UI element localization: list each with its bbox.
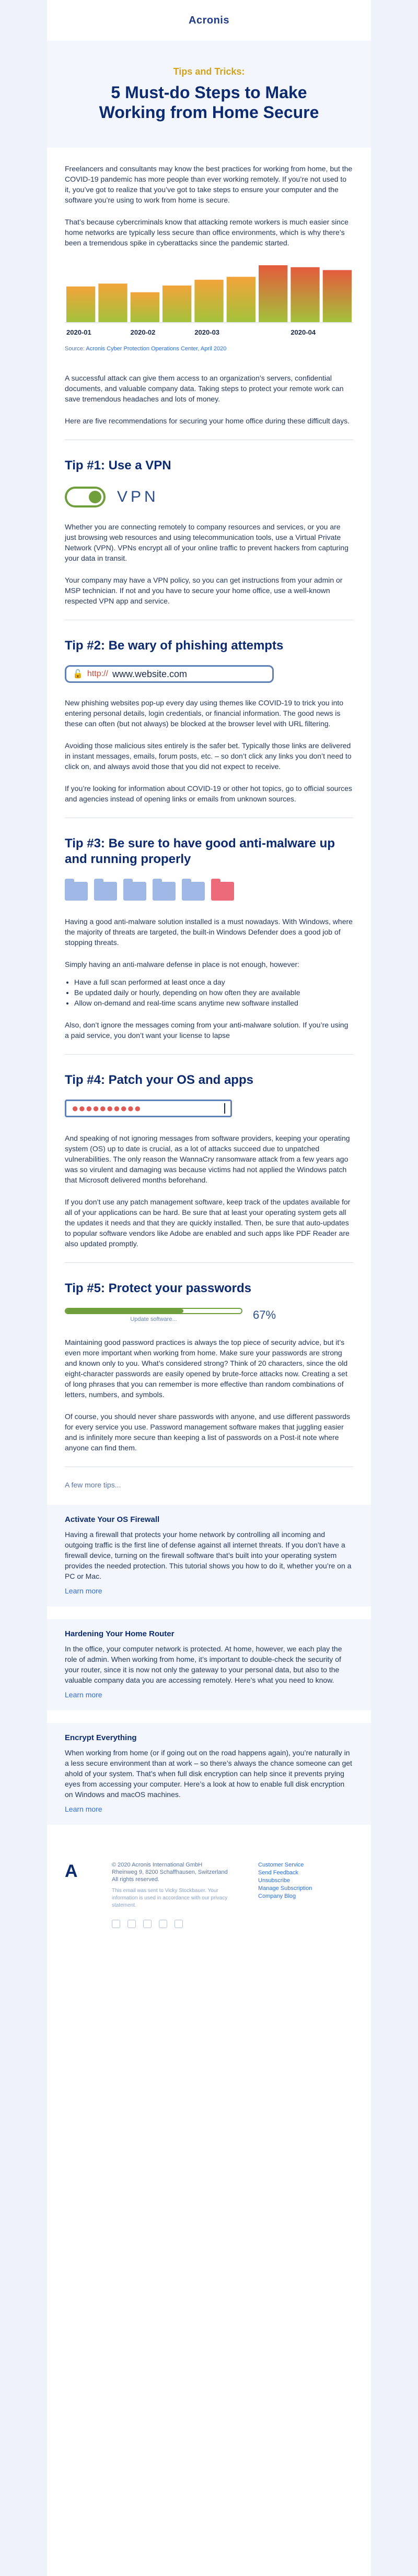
tip3-paragraph-3: Also, don’t ignore the messages coming from your anti-malware solution. If you’re using a paid service, you don’t want your license to lapse [65,1021,349,1039]
folders-illustration [65,879,353,902]
url-domain: www.website.com [112,668,187,679]
list-item: • Be updated daily or hourly, depending on how often they are available [74,987,353,998]
tip4-paragraph-1: And speaking of not ignoring messages from software providers, keeping your operating system (OS) up to date is crucial, as a lot of attacks succeed due to unpatched vulnerabilities. The only reason the WannaCry ransomware attack from a few years ago was so virulent and damaging was because victims had not applied the Windows patch that Microsoft delivered months beforehand. [65,1134,350,1184]
after-chart-paragraph-2: Here are five recommendations for securing your home office during these difficult days. [65,417,350,425]
footer-link-send-feedback[interactable]: Send Feedback [258,1870,299,1876]
text-cursor [224,1103,225,1114]
tip2-title: Tip #2: Be wary of phishing attempts [65,639,284,653]
tip1-paragraph-1: Whether you are connecting remotely to company resources and services, or you are just browsing web resources and using telecommunication tools, use a Virtual Private Network (VPN). VPNs encrypt all of your online traffic to prevent hackers from capturing your data in transit. [65,523,349,562]
card-title: Encrypt Everything [65,1733,137,1742]
more-tips-label: A few more tips... [65,1481,121,1489]
folder-icon [182,882,205,901]
intro-paragraph-1: Freelancers and consultants may know the best practices for working from home, but the COVID-19 pandemic has more people than ever working remotely. If you’re not used to it, you’ve got to realize that you’ve got to take steps to ensure your computer and the software you’re using to work from home is secure. [65,164,353,204]
tip3-paragraph-2: Simply having an anti-malware defense in place is not enough, however: [65,960,300,968]
twitter-icon[interactable] [159,1920,167,1928]
header [47,0,371,41]
intro-paragraph-2: That’s because cybercriminals know that attacking remote workers is much easier since home networks are typically less secure than office environments, which is why there’s been a tremendous spike in cyberattacks since the pandemic started. [65,218,349,247]
vpn-illustration [65,485,353,509]
footer-link-company-blog[interactable]: Company Blog [258,1893,296,1899]
tip5-paragraph-1: Maintaining good password practices is always the top piece of security advice, but it’s even more important when working from home. Make sure your passwords are strong and known only to you. What’s considered strong? Think of 20 characters, since the old eight-character passwords are easily opened by brute-force attacks now. Creating a set of long phrases that you can remember is more effective than random combinations of letters, numbers, and symbols. [65,1338,348,1399]
list-item: • Have a full scan performed at least once a day [74,977,353,987]
tip5-paragraph-2: Of course, you should never share passwords with anyone, and use different passwords for every service you use. Password management software makes that juggling easier and is infinitely more secure than keeping a list of passwords on a Post-it note where anyone can find them. [65,1412,351,1452]
footer-link-manage-subscription[interactable]: Manage Subscription [258,1885,312,1892]
password-field-illustration [65,1100,232,1117]
card-text: When working from home (or if going out on the road happens again), you’re naturally in a less secure environment than at work – so there’s always the chance someone can get ahold of your system. That’s when full disk encryption can help since it prevents prying eyes from accessing your computer. Here’s a look at how to enable full disk encryption on Windows and macOS machines. [65,1748,352,1799]
folder-icon [153,882,176,901]
address: Rheinweg 9, 8200 Schaffhausen, Switzerland [112,1869,228,1875]
folder-icon [94,882,117,901]
unlocked-lock-icon: 🔓 [73,670,83,679]
social-icons [112,1920,237,1928]
toggle-knob [89,491,101,503]
email-sheet [47,0,371,2576]
progress-fill [66,1309,183,1313]
progress-percent: 67% [253,1308,276,1321]
tip1-title: Tip #1: Use a VPN [65,458,171,472]
hero-kicker: Tips and Tricks: [173,66,245,77]
url-protocol: http:// [87,669,108,678]
chart-bar [98,283,127,322]
footer-link-unsubscribe[interactable]: Unsubscribe [258,1877,291,1884]
source-prefix: Source: [65,346,86,352]
blog-icon[interactable] [175,1920,183,1928]
tip-card [47,1505,371,1606]
x-tick-label: 2020-02 [130,328,156,336]
x-tick-label: 2020-01 [66,328,91,336]
hero-banner [47,41,371,148]
card-title: Activate Your OS Firewall [65,1515,160,1524]
url-bar-illustration [65,665,274,683]
tip1-paragraph-2: Your company may have a VPN policy, so you can get instructions from your admin or MSP technician. If not and you have to secure your home office, use a well-known respected VPN app and service. [65,576,343,605]
divider [65,1262,353,1263]
tip2-paragraph-2: Avoiding those malicious sites entirely is the safer bet. Typically those links are delivered in instant messages, emails, forum posts, etc. – so don’t click any links you don’t need to click on, and always avoid those that you did not expect to receive. [65,741,352,771]
tip3-bullet-list [65,977,353,1008]
card-text: In the office, your computer network is protected. At home, however, we each play the role of admin. When working from home, it’s important to double-check the security of your router, since it is now not only the gateway to your personal data, but also to the valuable company data you are accessing remotely. Here’s what you need to know. [65,1645,342,1684]
after-chart-paragraph-1: A successful attack can give them access to an organization’s servers, confidential documents, and valuable company data. Taking steps to protect your remote work can save tremendous headaches and lots of money. [65,374,344,403]
chart-bar [323,270,352,322]
list-item: • Allow on-demand and real-time scans anytime new software installed [74,998,353,1008]
card-title: Hardening Your Home Router [65,1629,175,1638]
footer [65,1851,353,1939]
chart-bar [66,287,95,322]
footer-links [258,1861,312,1928]
x-tick-label: 2020-03 [194,328,220,336]
vpn-toggle [65,487,106,507]
folder-icon [65,882,88,901]
card-text: Having a firewall that protects your home network by controlling all incoming and outgoing traffic is the first line of defense against all internet threats. If you don’t have a firewall device, turning on the firewall software that’s built into your operating system provides the needed protection. This tutorial shows you how to do it, whether you’re on a PC or Mac. [65,1530,352,1580]
rights: All rights reserved. [112,1876,160,1883]
learn-more-link[interactable]: Learn more [65,1587,102,1595]
tip4-paragraph-2: If you don’t use any patch management software, keep track of the updates available for all of your applications can be hard. Be sure that at least your operating system gets all the updates it needs and that they are quickly installed. Then, be sure that auto-updates to popular software vendors like Adobe are enabled and such apps like PDF Reader are also updated promptly. [65,1198,351,1248]
hero-title: 5 Must-do Steps to Make Working from Home Secure [99,83,319,122]
footer-link-customer-service[interactable]: Customer Service [258,1862,304,1868]
learn-more-link[interactable]: Learn more [65,1691,102,1699]
learn-more-link[interactable]: Learn more [65,1805,102,1813]
chart-bar [194,280,223,322]
copyright: © 2020 Acronis International GmbH [112,1862,203,1868]
progress-illustration [65,1308,353,1322]
tip3-title: Tip #3: Be sure to have good anti-malware up and running properly [65,836,335,866]
chart-bar [259,265,287,322]
attack-chart-svg [65,259,353,338]
tip2-paragraph-3: If you’re looking for information about COVID-19 or other hot topics, go to official sources and agencies instead of opening links or emails from unknown sources. [65,784,352,803]
youtube-icon[interactable] [127,1920,136,1928]
facebook-icon[interactable] [143,1920,152,1928]
divider [65,1054,353,1055]
chart-bar [162,286,191,322]
acronis-logo[interactable]: Acronis [189,14,229,26]
attack-chart [65,259,353,340]
progress-caption: Update software... [130,1316,177,1322]
footer-meta [112,1861,237,1928]
progress-bar [65,1308,242,1314]
source-link[interactable]: Acronis Cyber Protection Operations Center, April 2020 [86,346,227,352]
tip4-title: Tip #4: Patch your OS and apps [65,1073,253,1087]
footer-note: This email was sent to Vicky Stockbauer. Your information is used in accordance with our privacy statement. [112,1888,228,1908]
chart-bar [131,292,159,322]
chart-bar [291,267,319,322]
linkedin-icon[interactable] [112,1920,120,1928]
footer-logo[interactable]: A [65,1861,78,1881]
vpn-label: VPN [117,488,159,505]
tip2-paragraph-1: New phishing websites pop-up every day using themes like COVID-19 to trick you into entering personal details, login credentials, or financial information. The good news is these can often (but not always) be blocked at the browser level with URL filtering. [65,699,344,728]
tip3-paragraph-1: Having a good anti-malware solution installed is a must nowadays. With Windows, where the majority of threats are targeted, the built-in Windows Defender does a good job of stopping threats. [65,917,353,947]
folder-icon [123,882,146,901]
tip-card [47,1723,371,1825]
tip5-title: Tip #5: Protect your passwords [65,1281,251,1295]
tip-card [47,1619,371,1710]
x-tick-label: 2020-04 [291,328,316,336]
chart-bar [227,277,256,322]
password-dots: ●●●●●●●●●● [72,1102,141,1115]
chart-source [65,346,353,352]
infected-folder-icon [211,882,234,901]
